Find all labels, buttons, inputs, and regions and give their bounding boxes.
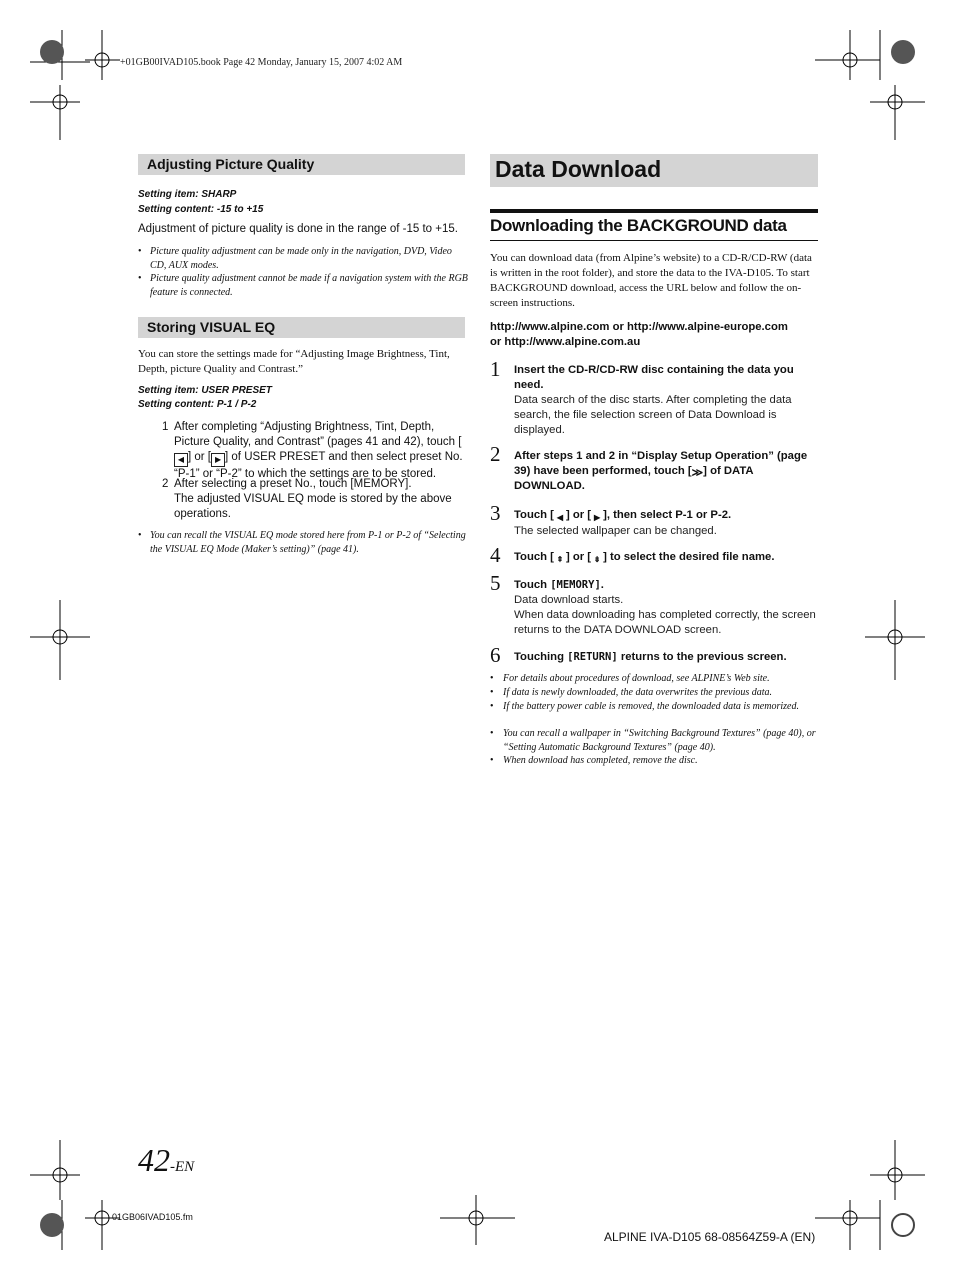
visual-eq-step-1 <box>174 420 466 482</box>
page-number-suffix: -EN <box>170 1159 195 1175</box>
note-item: When download has completed, remove the disc. <box>503 755 698 766</box>
subtitle-rule <box>490 240 818 241</box>
memory-key: [MEMORY] <box>550 579 601 591</box>
left-arrow-icon: ◀ <box>174 453 188 467</box>
right-arrow-icon: ▶ <box>211 453 225 467</box>
footer-model-code: ALPINE IVA-D105 68-08564Z59-A (EN) <box>604 1230 816 1244</box>
step-number: 1 <box>162 421 169 433</box>
step-text: The adjusted VISUAL EQ mode is stored by the above operations. <box>174 493 452 520</box>
bullet-icon: • <box>138 273 142 284</box>
step-body: Data download starts. <box>514 594 624 606</box>
note-item: You can recall a wallpaper in “Switching Background Textures” (page 40), or “Setting Automatic Background Textures” (page 40). <box>503 728 816 753</box>
double-chevron-right-icon: ≫ <box>691 467 704 479</box>
note-item: If data is newly downloaded, the data overwrites the previous data. <box>503 687 773 698</box>
step-text: ] of USER PRESET and then select preset No. <box>225 451 463 463</box>
step-body: When data downloading has completed correctly, the screen returns to the DATA DOWNLOAD screen. <box>514 609 816 636</box>
setting-content-range: Setting content: -15 to +15 <box>138 204 264 215</box>
step-title: Insert the CD-R/CD-RW disc containing the data you need. <box>514 364 794 391</box>
note-item: Picture quality adjustment can be made only in the navigation, DVD, Video CD, AUX modes. <box>150 246 452 271</box>
download-step-6 <box>514 650 818 665</box>
bullet-icon: • <box>138 246 142 257</box>
download-url-line-1: http://www.alpine.com or http://www.alpine-europe.com <box>490 321 788 333</box>
step-text: ] or [ <box>565 551 592 563</box>
step-text: ] of DATA DOWNLOAD. <box>514 465 754 492</box>
right-arrow-icon: ▶ <box>593 513 601 522</box>
step-body: Data search of the disc starts. After completing the data search, the file selection screen of Data Download is displayed. <box>514 394 792 436</box>
setting-item-sharp: Setting item: SHARP <box>138 189 237 200</box>
return-key: [RETURN] <box>567 651 618 663</box>
step-text: After steps 1 and 2 in “Display Setup Operation” (page 39) have been performed, touch [ <box>514 450 808 477</box>
section-heading-visual-eq: Storing VISUAL EQ <box>138 317 465 338</box>
visual-eq-step-2 <box>174 477 466 522</box>
step-text: “P-1” or “P-2” to which the settings are to be stored. <box>174 468 437 480</box>
step-text: [ <box>458 436 462 448</box>
step-text: returns to the previous screen. <box>617 651 787 663</box>
step-text: Touch [ <box>514 551 554 563</box>
step-text: ] or [ <box>565 509 592 521</box>
step-text: ] or [ <box>188 451 212 463</box>
setting-content-presets: Setting content: P-1 / P-2 <box>138 399 257 410</box>
bullet-icon: • <box>138 530 142 541</box>
download-step-3 <box>514 508 818 539</box>
section-heading-picture-quality: Adjusting Picture Quality <box>138 154 465 175</box>
note-item: You can recall the VISUAL EQ mode stored here from P-1 or P-2 of “Selecting the VISUAL EQ Mode (Maker’s setting)” (page 41). <box>150 530 466 555</box>
bullet-icon: • <box>490 701 494 712</box>
print-file-info: +01GB00IVAD105.book Page 42 Monday, January 15, 2007 4:02 AM <box>120 57 403 68</box>
download-step-1 <box>514 363 818 438</box>
step-text: Touch <box>514 579 551 591</box>
page-number-value: 42 <box>138 1142 170 1178</box>
step-text: Touch [ <box>514 509 554 521</box>
download-step-2 <box>514 449 818 494</box>
step-text: After completing “Adjusting Brightness, Tint, Depth, Picture Quality, and Contrast” (pages 41 and 42), touch <box>174 421 456 448</box>
step-text: After selecting a preset No., touch [MEMORY]. <box>174 478 412 490</box>
left-arrow-icon: ◀ <box>556 513 564 522</box>
note-item: If the battery power cable is removed, the downloaded data is memorized. <box>503 701 799 712</box>
step-body: The selected wallpaper can be changed. <box>514 525 717 537</box>
step-number: 2 <box>490 442 501 466</box>
note-item: For details about procedures of download, see ALPINE’s Web site. <box>503 673 770 684</box>
page-number <box>138 1140 194 1187</box>
picture-quality-description: Adjustment of picture quality is done in the range of -15 to +15. <box>138 223 458 235</box>
step-number: 2 <box>162 478 169 490</box>
bullet-icon: • <box>490 755 494 766</box>
download-url-line-2: or http://www.alpine.com.au <box>490 336 641 348</box>
bullet-icon: • <box>490 673 494 684</box>
scroll-down-icon: ⇟ <box>593 555 601 564</box>
step-number: 4 <box>490 543 501 567</box>
step-number: 5 <box>490 571 501 595</box>
step-text: . <box>600 579 604 591</box>
step-number: 1 <box>490 357 501 381</box>
setting-item-user-preset: Setting item: USER PRESET <box>138 385 272 396</box>
step-text: ], then select P-1 or P-2. <box>603 509 732 521</box>
scroll-up-icon: ⇞ <box>556 555 564 564</box>
page-title: Data Download <box>490 154 818 187</box>
visual-eq-description: You can store the settings made for “Adjusting Image Brightness, Tint, Depth, picture Quality and Contrast.” <box>138 348 450 375</box>
download-step-4 <box>514 550 818 566</box>
step-number: 6 <box>490 643 501 667</box>
download-intro: You can download data (from Alpine’s website) to a CD-R/CD-RW (data is written in the root folder), and store the data to the IVA-D105. To start BACKGROUND download, access the URL below and follow the on-screen instructions. <box>490 252 812 309</box>
title-rule <box>490 209 818 213</box>
step-text: Touching <box>514 651 568 663</box>
bullet-icon: • <box>490 687 494 698</box>
bullet-icon: • <box>490 728 494 739</box>
step-number: 3 <box>490 501 501 525</box>
subsection-heading: Downloading the BACKGROUND data <box>490 216 787 235</box>
step-text: ] to select the desired file name. <box>603 551 775 563</box>
download-step-5 <box>514 578 818 638</box>
footer-file-name: 01GB06IVAD105.fm <box>112 1212 193 1222</box>
note-item: Picture quality adjustment cannot be made if a navigation system with the RGB feature is connected. <box>150 273 468 298</box>
